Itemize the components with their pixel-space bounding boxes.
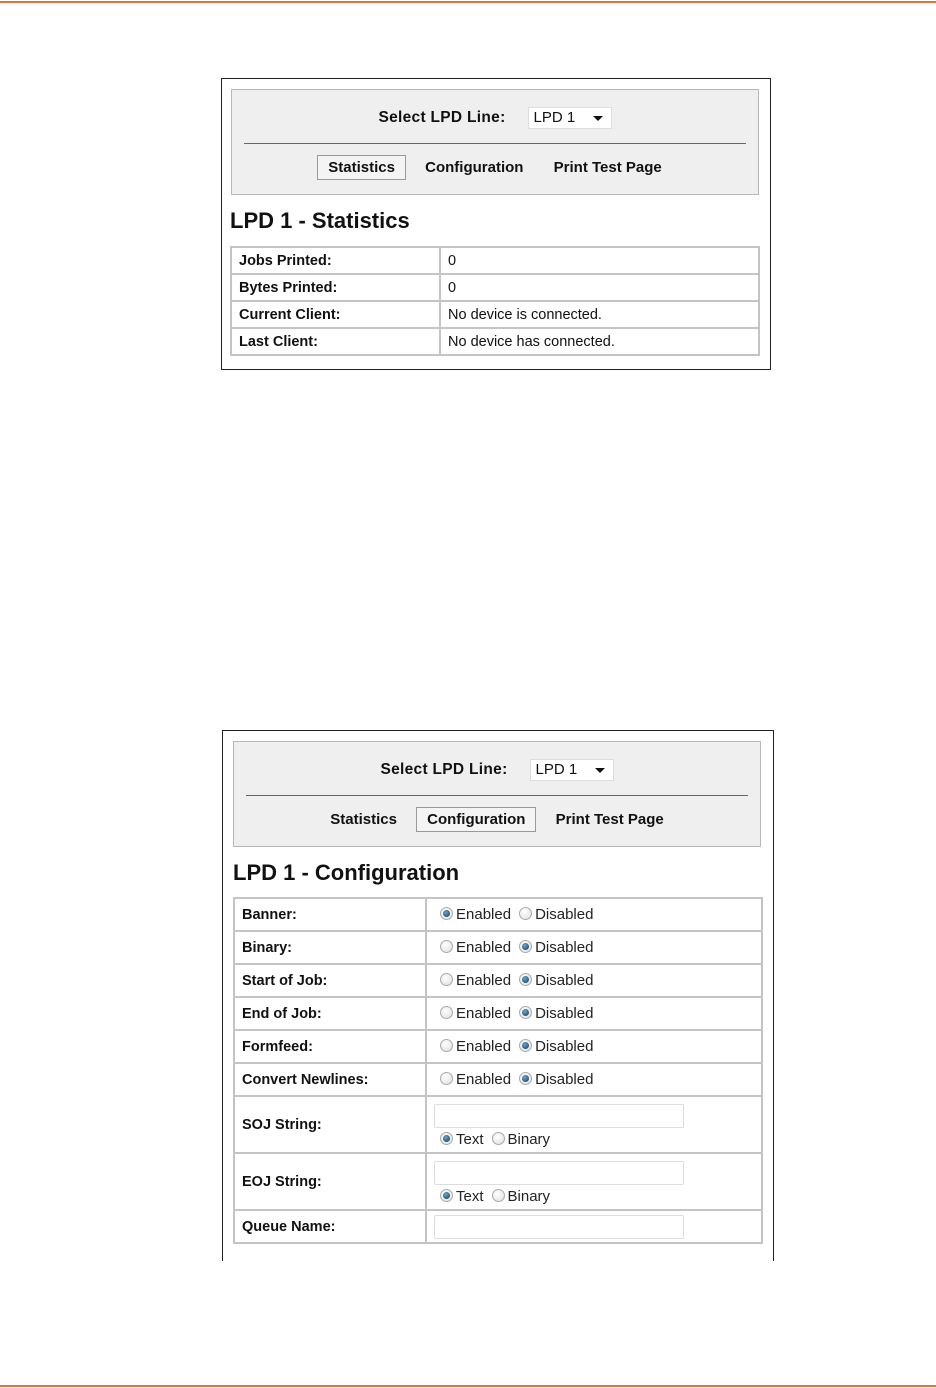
select-lpd-line-label: Select LPD Line: — [380, 761, 508, 779]
radio-enabled[interactable] — [440, 973, 519, 989]
table-row — [232, 302, 758, 327]
setting-row-convert-newlines — [235, 1064, 761, 1095]
configuration-screenshot — [222, 730, 774, 1261]
radio-disabled[interactable] — [519, 1006, 601, 1022]
setting-row-soj-string — [235, 1097, 761, 1152]
setting-row-eoj-string — [235, 1154, 761, 1209]
setting-label: Binary: — [235, 932, 425, 963]
setting-value — [427, 932, 761, 963]
tab-configuration[interactable]: Configuration — [416, 807, 536, 832]
radio-disabled[interactable] — [519, 1072, 601, 1088]
select-lpd-line-label: Select LPD Line: — [378, 109, 506, 127]
radio-label: Disabled — [535, 939, 594, 956]
setting-label: Formfeed: — [235, 1031, 425, 1062]
tab-bar — [232, 155, 758, 180]
radio-button[interactable] — [519, 907, 532, 920]
radio-text[interactable] — [440, 1132, 492, 1148]
setting-value — [427, 965, 761, 996]
radio-disabled[interactable] — [519, 1039, 601, 1055]
line-selector-header — [231, 89, 759, 195]
tab-print-test-page[interactable]: Print Test Page — [555, 811, 664, 828]
radio-button[interactable] — [440, 940, 453, 953]
row-label: Current Client: — [232, 302, 439, 327]
radio-group — [434, 1188, 754, 1205]
row-value: 0 — [441, 248, 758, 273]
lpd-line-select[interactable] — [530, 759, 614, 781]
setting-label: SOJ String: — [235, 1097, 425, 1152]
tab-print-test-page[interactable]: Print Test Page — [553, 159, 662, 176]
radio-disabled[interactable] — [519, 907, 601, 923]
statistics-table — [230, 246, 760, 356]
chevron-down-icon — [593, 116, 603, 121]
setting-value — [427, 1031, 761, 1062]
tab-configuration[interactable]: Configuration — [425, 159, 524, 176]
setting-value — [427, 1064, 761, 1095]
lpd-line-value: LPD 1 — [535, 761, 578, 778]
radio-button[interactable] — [492, 1189, 505, 1202]
radio-label: Enabled — [456, 972, 512, 989]
radio-label: Binary — [507, 1131, 551, 1148]
setting-label: Convert Newlines: — [235, 1064, 425, 1095]
radio-label: Disabled — [535, 1005, 594, 1022]
divider — [246, 795, 748, 796]
radio-label: Binary — [507, 1188, 551, 1205]
page-title: LPD 1 - Statistics — [230, 208, 410, 233]
configuration-table — [233, 897, 763, 1244]
eoj-string-input[interactable] — [434, 1161, 684, 1185]
table-row — [232, 248, 758, 273]
radio-group — [434, 1071, 754, 1088]
lpd-line-select[interactable] — [528, 107, 612, 129]
setting-label: EOJ String: — [235, 1154, 425, 1209]
radio-button[interactable] — [440, 1006, 453, 1019]
setting-label: End of Job: — [235, 998, 425, 1029]
radio-button[interactable] — [519, 973, 532, 986]
row-value: No device is connected. — [441, 302, 758, 327]
radio-label: Enabled — [456, 1005, 512, 1022]
row-value: No device has connected. — [441, 329, 758, 354]
radio-binary[interactable] — [492, 1132, 559, 1148]
radio-button[interactable] — [440, 1189, 453, 1202]
divider — [244, 143, 746, 144]
radio-button[interactable] — [519, 1006, 532, 1019]
radio-label: Enabled — [456, 1071, 512, 1088]
radio-label: Disabled — [535, 906, 594, 923]
radio-group — [434, 972, 754, 989]
radio-button[interactable] — [519, 1072, 532, 1085]
setting-value — [427, 1097, 761, 1152]
radio-button[interactable] — [492, 1132, 505, 1145]
setting-label: Banner: — [235, 899, 425, 930]
lpd-line-value: LPD 1 — [533, 109, 576, 126]
radio-button[interactable] — [440, 1072, 453, 1085]
radio-disabled[interactable] — [519, 940, 601, 956]
setting-label: Start of Job: — [235, 965, 425, 996]
radio-label: Enabled — [456, 939, 512, 956]
radio-label: Text — [456, 1131, 484, 1148]
radio-button[interactable] — [440, 1039, 453, 1052]
setting-row-banner — [235, 899, 761, 930]
setting-row-formfeed — [235, 1031, 761, 1062]
row-label: Bytes Printed: — [232, 275, 439, 300]
radio-group — [434, 906, 754, 923]
tab-statistics[interactable]: Statistics — [317, 155, 406, 180]
bottom-rule — [0, 1385, 936, 1387]
radio-group — [434, 939, 754, 956]
radio-enabled[interactable] — [440, 1039, 519, 1055]
radio-binary[interactable] — [492, 1189, 559, 1205]
radio-group — [434, 1038, 754, 1055]
setting-value — [427, 899, 761, 930]
radio-enabled[interactable] — [440, 907, 519, 923]
setting-row-start-of-job — [235, 965, 761, 996]
chevron-down-icon — [595, 768, 605, 773]
radio-button[interactable] — [440, 907, 453, 920]
radio-enabled[interactable] — [440, 1072, 519, 1088]
radio-button[interactable] — [519, 1039, 532, 1052]
setting-row-binary — [235, 932, 761, 963]
radio-group — [434, 1131, 754, 1148]
page-title: LPD 1 - Configuration — [233, 860, 460, 885]
radio-label: Disabled — [535, 1038, 594, 1055]
radio-label: Enabled — [456, 906, 512, 923]
radio-button[interactable] — [440, 1132, 453, 1145]
top-rule — [0, 1, 936, 3]
setting-row-end-of-job — [235, 998, 761, 1029]
tab-bar — [234, 807, 760, 832]
radio-label: Disabled — [535, 972, 594, 989]
radio-group — [434, 1005, 754, 1022]
radio-text[interactable] — [440, 1189, 492, 1205]
table-row — [232, 275, 758, 300]
line-selector-header — [233, 741, 761, 847]
radio-enabled[interactable] — [440, 940, 519, 956]
radio-button[interactable] — [440, 973, 453, 986]
statistics-screenshot — [221, 78, 771, 370]
soj-string-input[interactable] — [434, 1104, 684, 1128]
setting-row-queue-name — [235, 1211, 761, 1242]
table-row — [232, 329, 758, 354]
setting-value — [427, 998, 761, 1029]
row-label: Jobs Printed: — [232, 248, 439, 273]
radio-disabled[interactable] — [519, 973, 601, 989]
row-value: 0 — [441, 275, 758, 300]
queue-name-input[interactable] — [434, 1215, 684, 1239]
radio-enabled[interactable] — [440, 1006, 519, 1022]
row-label: Last Client: — [232, 329, 439, 354]
radio-button[interactable] — [519, 940, 532, 953]
setting-value — [427, 1211, 761, 1242]
setting-value — [427, 1154, 761, 1209]
radio-label: Enabled — [456, 1038, 512, 1055]
radio-label: Disabled — [535, 1071, 594, 1088]
radio-label: Text — [456, 1188, 484, 1205]
setting-label: Queue Name: — [235, 1211, 425, 1242]
tab-statistics[interactable]: Statistics — [330, 811, 397, 828]
